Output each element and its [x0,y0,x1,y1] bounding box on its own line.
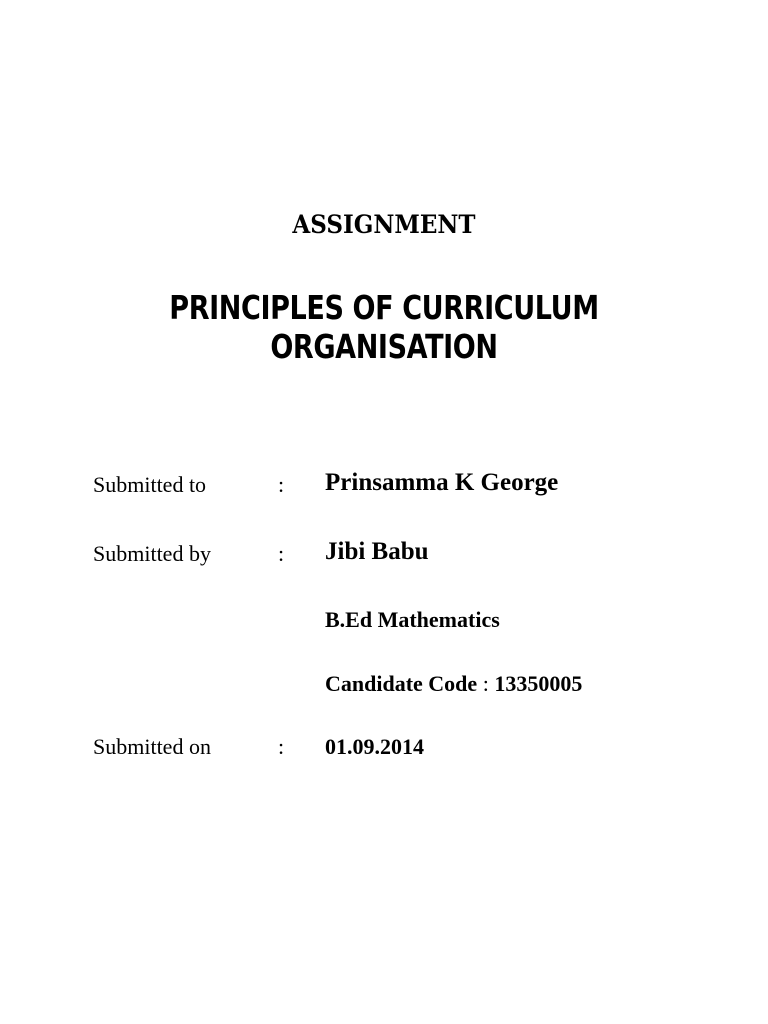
submitted-to-label: Submitted to [93,472,207,497]
candidate-code [325,671,582,697]
submitted-to-colon: : [278,472,285,497]
assignment-heading: ASSIGNMENT [292,210,476,239]
document-title: PRINCIPLES OF CURRICULUM ORGANISATION [169,288,599,366]
candidate-code-label: Candidate Code [325,671,478,696]
submitted-to-value: Prinsamma K George [325,469,559,496]
submitted-on-label: Submitted on [93,734,211,759]
submitted-by-value: Jibi Babu [325,538,429,565]
candidate-code-value: 13350005 [494,671,583,696]
candidate-code-separator: : [482,671,489,696]
submitted-by-label: Submitted by [93,541,211,566]
program-name: B.Ed Mathematics [325,607,500,632]
submitted-on-value: 01.09.2014 [325,734,424,759]
submitted-on-colon: : [278,734,285,759]
submitted-by-colon: : [278,541,285,566]
